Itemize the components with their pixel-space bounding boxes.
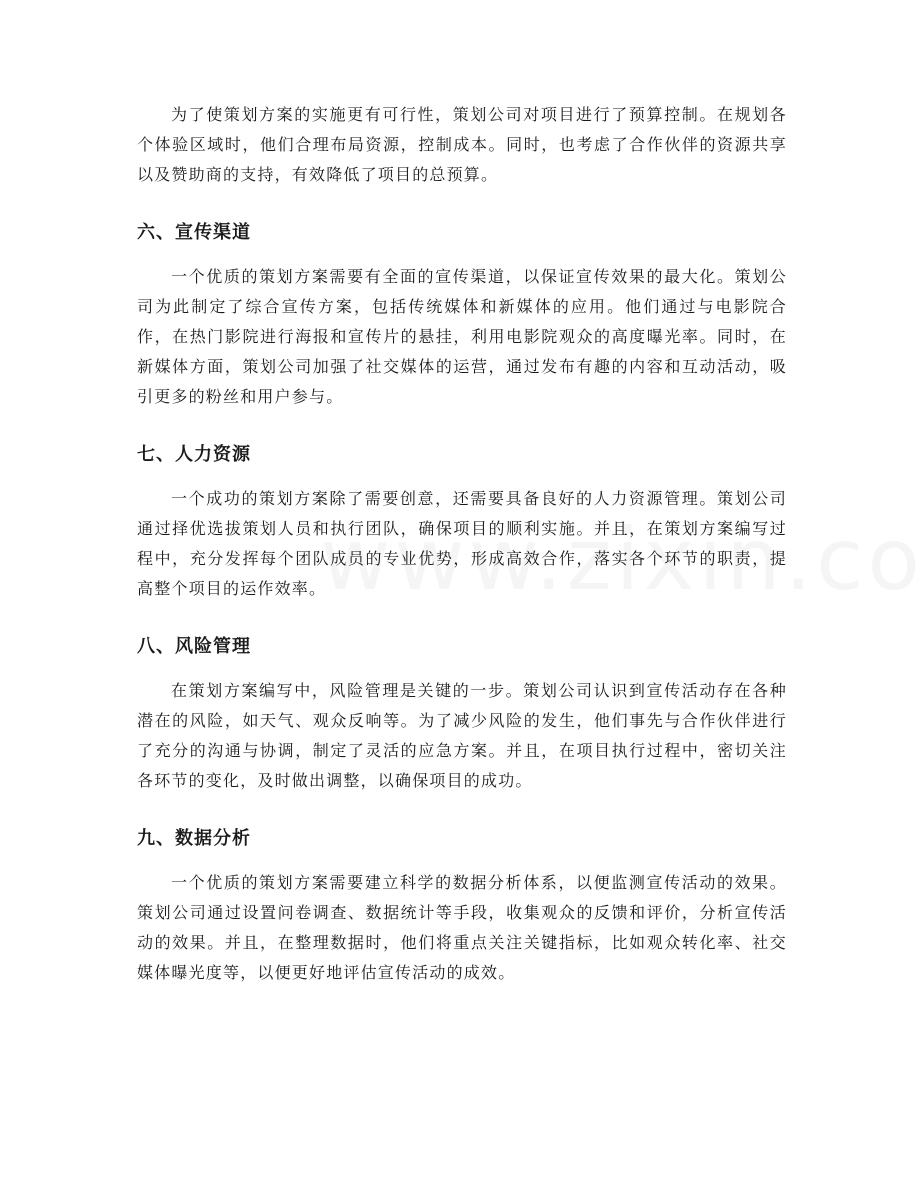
heading-publicity-channels: 六、宣传渠道 bbox=[137, 222, 251, 243]
paragraph-data-analysis: 一个优质的策划方案需要建立科学的数据分析体系，以便监测宣传活动的效果。策划公司通过设置问卷调查、数据统计等手段，收集观众的反馈和评价，分析宣传活动的效果。并且，在整理数据时，他们将重点关注关键指标，比如观众转化率、社交媒体曝光度等，以便更好地评估宣传活动的成效。 bbox=[137, 873, 787, 982]
paragraph-publicity-channels: 一个优质的策划方案需要有全面的宣传渠道，以保证宣传效果的最大化。策划公司为此制定了综合宣传方案，包括传统媒体和新媒体的应用。他们通过与电影院合作，在热门影院进行海报和宣传片的悬挂，利用电影院观众的高度曝光率。同时，在新媒体方面，策划公司加强了社交媒体的运营，通过发布有趣的内容和互动活动，吸引更多的粉丝和用户参与。 bbox=[137, 267, 787, 406]
heading-human-resources: 七、人力资源 bbox=[137, 444, 251, 465]
document-page bbox=[137, 100, 787, 988]
heading-risk-management: 八、风险管理 bbox=[137, 636, 251, 657]
paragraph-risk-management: 在策划方案编写中，风险管理是关键的一步。策划公司认识到宣传活动存在各种潜在的风险，如天气、观众反响等。为了减少风险的发生，他们事先与合作伙伴进行了充分的沟通与协调，制定了灵活的应急方案。并且，在项目执行过程中，密切关注各环节的变化，及时做出调整，以确保项目的成功。 bbox=[137, 681, 787, 790]
paragraph-budget-control: 为了使策划方案的实施更有可行性，策划公司对项目进行了预算控制。在规划各个体验区域时，他们合理布局资源，控制成本。同时，也考虑了合作伙伴的资源共享以及赞助商的支持，有效降低了项目的总预算。 bbox=[137, 105, 787, 184]
heading-data-analysis: 九、数据分析 bbox=[137, 828, 251, 849]
paragraph-human-resources: 一个成功的策划方案除了需要创意，还需要具备良好的人力资源管理。策划公司通过择优选拔策划人员和执行团队，确保项目的顺利实施。并且，在策划方案编写过程中，充分发挥每个团队成员的专业优势，形成高效合作，落实各个环节的职责，提高整个项目的运作效率。 bbox=[137, 489, 787, 598]
